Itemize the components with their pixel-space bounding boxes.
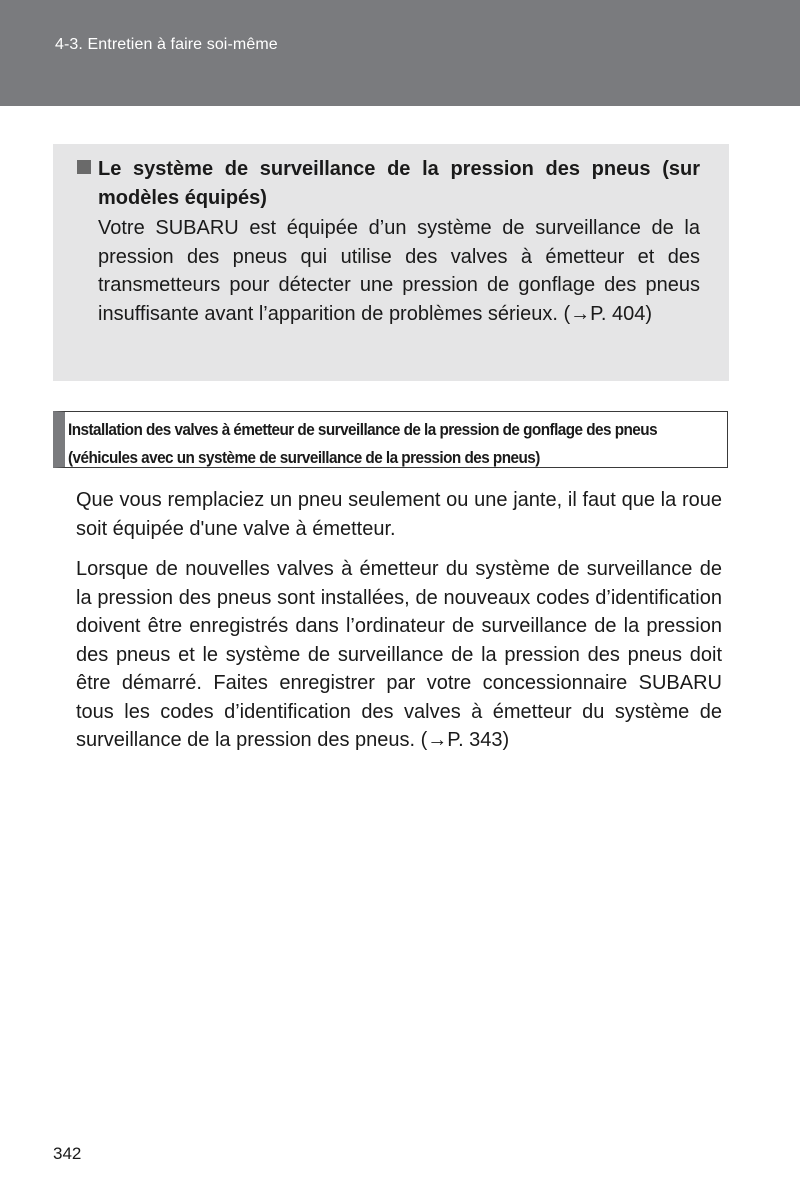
section-heading-line-1: Installation des valves à émetteur de surveillance de la pression de gonflage des pneus: [68, 420, 658, 439]
square-bullet-icon: [77, 160, 91, 174]
section-heading: [68, 416, 662, 472]
paragraph-1: Que vous remplaciez un pneu seulement ou une jante, il faut que la roue soit équipée d'une valve à émetteur.: [76, 489, 722, 540]
paragraph-2: Lorsque de nouvelles valves à émetteur du système de surveillance de la pression des pneus sont installées, de nouveaux codes d’identification doivent être enregistrés dans l’ordinateur de surveillance de la pression des pneus et le système de surveillance de la pression des pneus doit être démarré. Faites enregistrer par votre concessionnaire SUBARU tous les codes d’identification des valves à émetteur du système de surveillance de la pression des pneus. (→P. 343): [76, 558, 722, 751]
info-box-body: Votre SUBARU est équipée d’un système de surveillance de la pression des pneus qui utilise des valves à émetteur et des transmetteurs pour détecter une pression de gonflage des pneus insuffisante avant l’apparition de problèmes sérieux. (→P. 404): [98, 217, 700, 325]
chapter-section-title: 4-3. Entretien à faire soi-même: [55, 36, 278, 53]
info-box-title: Le système de surveillance de la pression des pneus (sur modèles équipés): [98, 158, 700, 209]
page-number: 342: [53, 1144, 82, 1163]
section-heading-line-2: (véhicules avec un système de surveillance de la pression des pneus): [68, 448, 540, 467]
